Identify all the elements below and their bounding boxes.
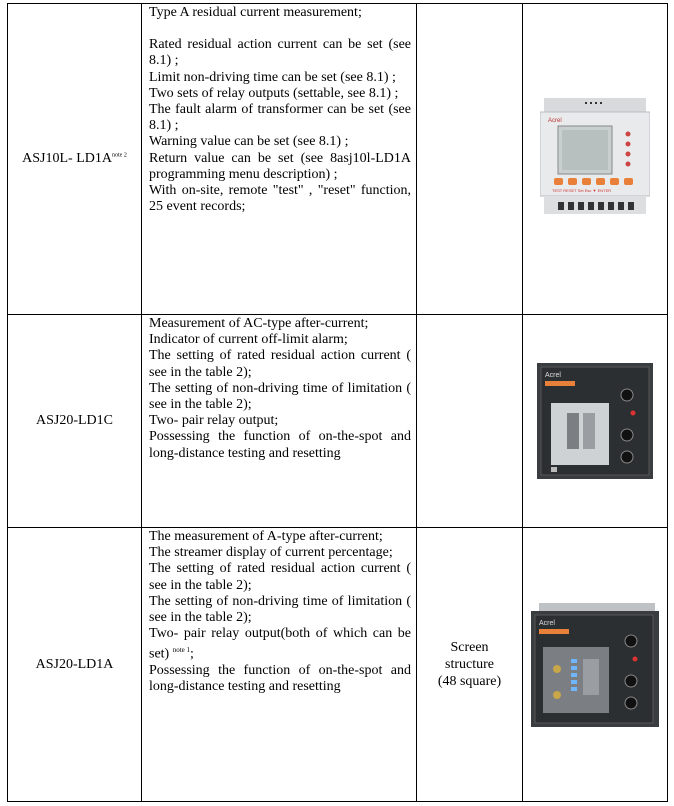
feature-line: Possessing the function of on-the-spot and long-distance testing and resetting bbox=[149, 429, 411, 461]
table-row bbox=[8, 4, 668, 315]
table-row bbox=[8, 528, 668, 802]
feature-line bbox=[149, 626, 411, 663]
square-relay-led-image bbox=[531, 603, 659, 727]
model-cell bbox=[8, 315, 142, 528]
model-name: ASJ20-LD1C bbox=[35, 413, 113, 428]
feature-line: The setting of rated residual action current ( see in the table 2); bbox=[149, 561, 411, 593]
features-cell bbox=[142, 4, 417, 315]
feature-line: The measurement of A-type after-current; bbox=[149, 529, 383, 544]
feature-line: Indicator of current off-limit alarm; bbox=[149, 332, 348, 348]
device-brand: Acrel bbox=[548, 118, 562, 124]
feature-line: Return value can be set (see 8asj10l-LD1A programming menu description) ; bbox=[149, 150, 411, 182]
product-image-cell bbox=[523, 4, 668, 315]
features-cell bbox=[142, 315, 417, 528]
structure-cell bbox=[417, 528, 523, 802]
model-name: ASJ20-LD1A bbox=[35, 656, 114, 672]
feature-line: The setting of rated residual action current ( see in the table 2); bbox=[149, 348, 411, 380]
features-cell bbox=[142, 528, 417, 802]
product-image-cell bbox=[523, 528, 668, 802]
feature-text: Two- pair relay output(both of which can be set) bbox=[149, 626, 411, 663]
structure-cell-upper bbox=[417, 315, 523, 528]
feature-line: Type A residual current measurement; bbox=[149, 5, 362, 20]
feature-line: Two sets of relay outputs (settable, see 8.1) ; bbox=[149, 85, 399, 101]
device-keys: TEST RESET Set Esc ▼ ENTER bbox=[552, 188, 612, 193]
feature-line: Rated residual action current can be set (see 8.1) ; bbox=[149, 37, 411, 69]
model-cell bbox=[8, 4, 142, 315]
structure-line: structure bbox=[445, 657, 494, 672]
feature-line: Limit non-driving time can be set (see 8.1) ; bbox=[149, 69, 396, 85]
feature-line: The setting of non-driving time of limitation ( see in the table 2); bbox=[149, 380, 411, 413]
feature-line: With on-site, remote "test" , "reset" function, 25 event records; bbox=[149, 183, 411, 215]
model-cell bbox=[8, 528, 142, 802]
feature-line: The setting of non-driving time of limitation ( see in the table 2); bbox=[149, 593, 411, 626]
structure-line: Screen bbox=[450, 640, 489, 655]
din-rail-meter-image bbox=[540, 98, 650, 220]
feature-line: The streamer display of current percentage; bbox=[149, 545, 393, 561]
product-image-cell bbox=[523, 315, 668, 528]
device-brand: Acrel bbox=[539, 619, 555, 627]
feature-line: The fault alarm of transformer can be set (see 8.1) ; bbox=[149, 102, 411, 134]
feature-line: Measurement of AC-type after-current; bbox=[149, 316, 369, 331]
model-name: ASJ10L- LD1A bbox=[22, 151, 112, 166]
structure-cell-empty bbox=[417, 4, 523, 315]
feature-line: Warning value can be set (see 8.1) ; bbox=[149, 134, 349, 150]
spec-table bbox=[7, 3, 668, 802]
feature-line: Two- pair relay output; bbox=[149, 413, 279, 429]
feature-note-suffix: ; bbox=[190, 647, 194, 663]
model-note: note 2 bbox=[112, 152, 127, 159]
feature-note: note 1 bbox=[172, 646, 191, 655]
square-relay-image bbox=[537, 363, 653, 479]
table-row bbox=[8, 315, 668, 528]
structure-line: (48 square) bbox=[437, 674, 502, 689]
device-brand: Acrel bbox=[545, 372, 561, 379]
feature-line: Possessing the function of on-the-spot and long-distance testing and resetting bbox=[149, 663, 411, 695]
feature-gap bbox=[149, 21, 411, 37]
